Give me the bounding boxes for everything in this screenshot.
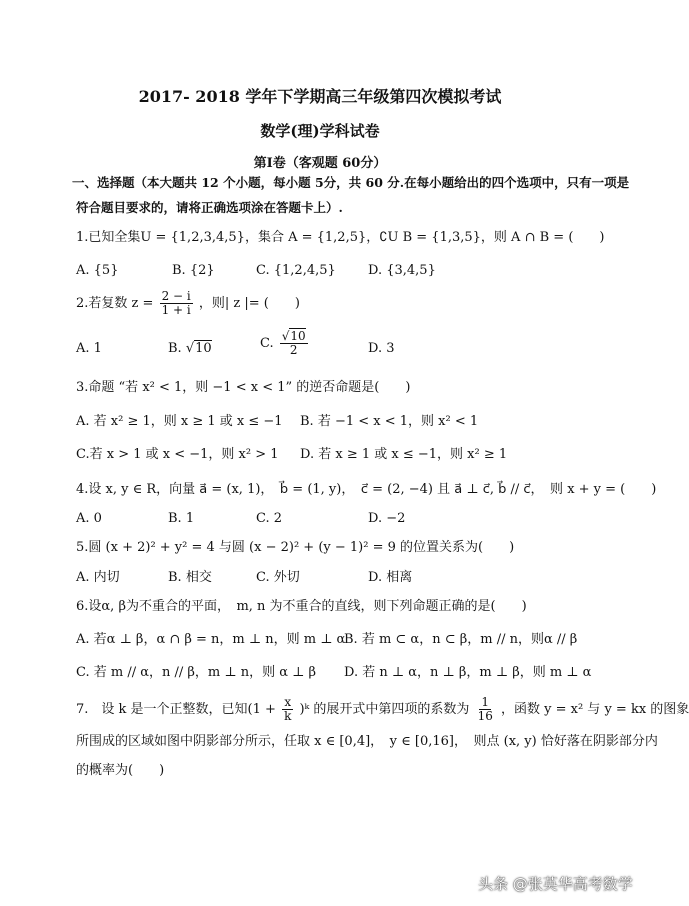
question-6-option-a: A. 若α ⊥ β，α ∩ β = n，m ⊥ n，则 m ⊥ α: [76, 632, 346, 647]
question-5-option-b: B. 相交: [168, 570, 212, 585]
question-7-coefficient-denominator: 16: [477, 709, 493, 723]
question-4-stem: 4.设 x, y ∈ R，向量 a⃗ = (x, 1)， b⃗ = (1, y)， c⃗ = (2, −4) 且 a⃗ ⊥ c⃗, b⃗ // c⃗， 则 x + y = ( ): [76, 482, 657, 497]
question-7-stem-post: ，函数 y = x² 与 y = kx 的图象: [501, 702, 689, 717]
question-7-stem-mid: )ᵏ 的展开式中第四项的系数为: [299, 702, 470, 717]
question-2-option-c: [260, 330, 310, 357]
instructions-line-1: 一、选择题（本大题共 12 个小题，每小题 5分，共 60 分.在每小题给出的四个选项中，只有一项是: [72, 175, 630, 190]
question-2-option-b: B. √10: [168, 341, 212, 356]
question-3-option-d: D. 若 x ≥ 1 或 x ≤ −1，则 x² ≥ 1: [300, 447, 508, 462]
question-5-option-d: D. 相离: [368, 570, 413, 585]
question-2-fraction-denominator: 1 + i: [161, 303, 191, 317]
question-3-option-c: C.若 x > 1 或 x < −1，则 x² > 1: [76, 447, 279, 462]
question-6-option-b: B. 若 m ⊂ α，n ⊂ β，m // n，则α // β: [344, 632, 578, 647]
question-7-inner-denominator: k: [284, 709, 292, 723]
question-2-option-c-label: C.: [260, 336, 274, 351]
question-2-option-c-denominator: 2: [289, 343, 298, 357]
question-6-option-c: C. 若 m // α，n // β，m ⊥ n，则 α ⊥ β: [76, 665, 317, 680]
question-4-option-c: C. 2: [256, 511, 283, 526]
question-2-stem: [76, 290, 300, 317]
question-7-line-3: 的概率为( ): [76, 763, 165, 778]
question-7-inner-numerator: x: [284, 695, 292, 709]
question-4-option-a: A. 0: [76, 511, 102, 526]
question-7-inner-fraction: [282, 696, 293, 723]
question-7-coefficient-numerator: 1: [481, 695, 490, 709]
question-2-option-c-numerator: √10: [281, 329, 306, 343]
question-2-option-b-radicand: 10: [195, 341, 212, 356]
question-2-fraction-numerator: 2 − i: [161, 289, 191, 303]
question-7-stem-pre: 7. 设 k 是一个正整数，已知(1 +: [76, 702, 276, 717]
question-5-option-c: C. 外切: [256, 570, 300, 585]
question-2-option-b-label: B.: [168, 341, 182, 356]
question-3-option-a: A. 若 x² ≥ 1，则 x ≥ 1 或 x ≤ −1: [76, 414, 283, 429]
question-5-option-a: A. 内切: [76, 570, 120, 585]
question-2-stem-pre: 2.若复数 z =: [76, 296, 154, 311]
exam-title: 2017- 2018 学年下学期高三年级第四次模拟考试: [138, 87, 502, 106]
question-1-stem: 1.已知全集U = {1,2,3,4,5}，集合 A = {1,2,5}，∁U B = {1,3,5}，则 A ∩ B = ( ): [76, 230, 605, 245]
question-1-option-d: D. {3,4,5}: [368, 263, 436, 278]
question-6-stem: 6.设α, β为不重合的平面， m, n 为不重合的直线，则下列命题正确的是( ): [76, 599, 527, 614]
question-2-option-c-radicand: 10: [290, 329, 306, 343]
question-3-option-b: B. 若 −1 < x < 1，则 x² < 1: [300, 414, 479, 429]
question-2-option-a: A. 1: [76, 341, 102, 356]
question-5-stem: 5.圆 (x + 2)² + y² = 4 与圆 (x − 2)² + (y − 1)² = 9 的位置关系为( ): [76, 540, 515, 555]
question-2-option-c-fraction: [280, 330, 308, 357]
question-2-stem-post: ，则| z |= ( ): [198, 296, 300, 311]
question-7-line-2: 所围成的区域如图中阴影部分所示，任取 x ∈ [0,4]， y ∈ [0,16]， 则点 (x, y) 恰好落在阴影部分内: [76, 734, 658, 749]
section-heading: 第Ⅰ卷（客观题 60分）: [253, 156, 387, 171]
question-4-option-d: D. −2: [368, 511, 406, 526]
question-2-option-d: D. 3: [368, 341, 395, 356]
question-7-coefficient-fraction: [476, 696, 495, 723]
question-2-fraction: [160, 290, 193, 317]
question-1-option-a: A. {5}: [76, 263, 119, 278]
question-7-stem: [76, 696, 689, 723]
watermark: 头条 @张英华高考数学: [478, 875, 633, 893]
question-6-option-d: D. 若 n ⊥ α，n ⊥ β，m ⊥ β，则 m ⊥ α: [344, 665, 592, 680]
exam-subtitle: 数学(理)学科试卷: [260, 122, 380, 140]
instructions-line-2: 符合题目要求的，请将正确选项涂在答题卡上）.: [76, 200, 343, 215]
question-1-option-c: C. {1,2,4,5}: [256, 263, 336, 278]
question-3-stem: 3.命题 “若 x² < 1，则 −1 < x < 1” 的逆否命题是( ): [76, 380, 411, 395]
question-4-option-b: B. 1: [168, 511, 195, 526]
question-1-option-b: B. {2}: [172, 263, 215, 278]
